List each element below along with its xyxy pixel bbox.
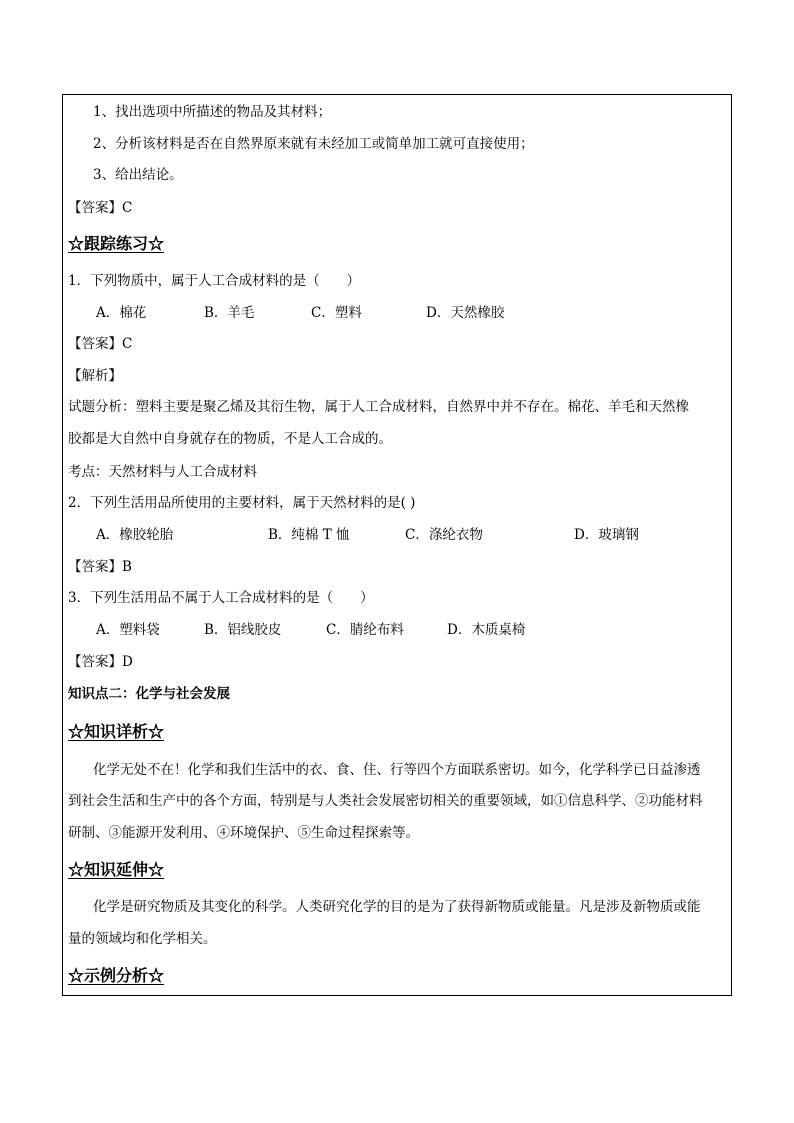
q3-answer: 【答案】D (68, 654, 133, 670)
step-2: 2、分析该材料是否在自然界原来就有未经加工或简单加工就可直接使用； (93, 136, 534, 152)
q1-option-d: D．天然橡胶 (426, 305, 505, 321)
q2-answer: 【答案】B (68, 559, 132, 575)
q1-option-c: C．塑料 (311, 305, 362, 321)
heading-example: ☆示例分析☆ (68, 966, 165, 985)
q2-option-c: C．涤纶衣物 (405, 527, 483, 543)
q2-stem: 2．下列生活用品所使用的主要材料，属于天然材料的是( ) (68, 495, 416, 511)
q1-kaodian: 考点：天然材料与人工合成材料 (68, 464, 257, 480)
q1-analysis-line-2: 胶都是大自然中自身就存在的物质，不是人工合成的。 (68, 431, 392, 447)
q1-option-b: B．羊毛 (204, 305, 255, 321)
section-2-title: 知识点二：化学与社会发展 (68, 686, 230, 702)
extend-line-1: 化学是研究物质及其变化的科学。人类研究化学的目的是为了获得新物质或能量。凡是涉及新物质或能 (93, 899, 701, 915)
q3-stem: 3．下列生活用品不属于人工合成材料的是（ ） (68, 590, 374, 606)
q1-analysis-label: 【解析】 (68, 368, 122, 384)
heading-detail: ☆知识详析☆ (68, 722, 165, 741)
q2-option-a: A．橡胶轮胎 (96, 527, 174, 543)
q2-option-b: B．纯棉 T 恤 (268, 527, 350, 543)
q1-stem: 1．下列物质中，属于人工合成材料的是（ ） (68, 273, 361, 289)
step-3: 3、给出结论。 (93, 167, 183, 183)
q3-option-c: C．腈纶布料 (326, 622, 404, 638)
q1-option-a: A．棉花 (96, 305, 147, 321)
q3-option-a: A．塑料袋 (96, 622, 160, 638)
step-1: 1、找出选项中所描述的物品及其材料； (93, 104, 332, 120)
q3-option-b: B．铝线胶皮 (204, 622, 282, 638)
detail-line-3: 研制、③能源开发利用、④环境保护、⑤生命过程探索等。 (68, 825, 419, 841)
answer-label: 【答案】C (68, 200, 133, 216)
heading-practice: ☆跟踪练习☆ (68, 234, 165, 253)
extend-line-2: 量的领域均和化学相关。 (68, 931, 217, 947)
detail-line-1: 化学无处不在！化学和我们生活中的衣、食、住、行等四个方面联系密切。如今，化学科学已日益渗透 (93, 762, 701, 778)
q1-answer: 【答案】C (68, 336, 133, 352)
q1-analysis-line-1: 试题分析：塑料主要是聚乙烯及其衍生物，属于人工合成材料，自然界中并不存在。棉花、羊毛和天然橡 (68, 399, 689, 415)
q2-option-d: D．玻璃钢 (574, 527, 639, 543)
q3-option-d: D．木质桌椅 (447, 622, 526, 638)
heading-extend: ☆知识延伸☆ (68, 860, 165, 879)
detail-line-2: 到社会生活和生产中的各个方面，特别是与人类社会发展密切相关的重要领域，如①信息科学、②功能材料 (68, 793, 703, 809)
